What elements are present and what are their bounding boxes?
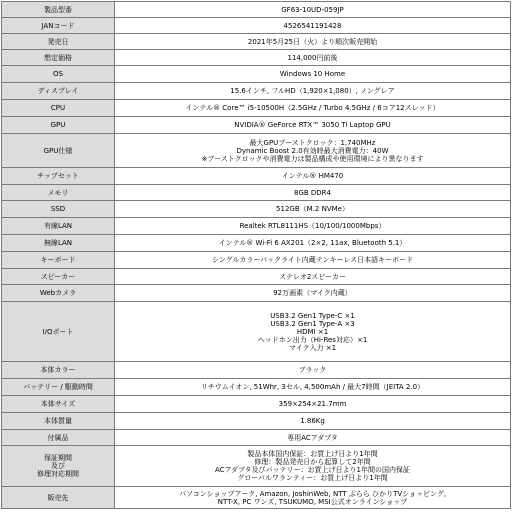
- spec-label: GPU仕様: [43, 146, 73, 155]
- spec-row: [2, 446, 511, 487]
- spec-row: [2, 117, 511, 134]
- spec-value-line: HDMI ×1: [296, 327, 329, 336]
- spec-value-cell: [115, 34, 511, 50]
- spec-value-cell: [115, 302, 511, 362]
- spec-label-cell: [2, 379, 115, 396]
- spec-row: [2, 396, 511, 413]
- spec-value-cell: [115, 269, 511, 285]
- spec-label: 本体サイズ: [40, 400, 76, 408]
- spec-label-cell: [2, 252, 115, 269]
- spec-value-line: 8GB DDR4: [293, 188, 331, 197]
- spec-value-cell: [115, 134, 511, 168]
- spec-row: [2, 83, 511, 100]
- spec-label: 本体質量: [44, 417, 72, 425]
- spec-value-line: Dynamic Boost 2.0有効時最大消費電力：40W: [236, 146, 389, 155]
- spec-row: [2, 18, 511, 34]
- spec-label: SSD: [50, 205, 66, 213]
- spec-row: [2, 100, 511, 117]
- spec-value-cell: [115, 185, 511, 201]
- spec-label-cell: [2, 34, 115, 50]
- spec-value-line: 15.6インチ, フルHD（1,920×1,080）, ノングレア: [230, 87, 395, 95]
- spec-value-line: 512GB（M.2 NVMe）: [276, 205, 349, 213]
- spec-label-cell: [2, 362, 115, 379]
- spec-value-line: USB3.2 Gen1 Type-A ×3: [270, 319, 355, 328]
- spec-value-cell: [115, 18, 511, 34]
- spec-row: [2, 134, 511, 168]
- spec-value-line: パソコンショップアーク, Amazon, JoshinWeb, NTT ぷらら ひかりTVショッピング,: [178, 489, 447, 498]
- spec-row: [2, 430, 511, 446]
- spec-label: チップセット: [37, 172, 79, 180]
- spec-label-cell: [2, 285, 115, 302]
- spec-label-cell: [2, 218, 115, 235]
- spec-row: [2, 2, 511, 18]
- spec-label-cell: [2, 18, 115, 34]
- spec-label-cell: [2, 487, 115, 509]
- spec-label-cell: [2, 117, 115, 134]
- spec-label-cell: [2, 302, 115, 362]
- spec-value-line: インテル® Core™ i5-10500H（2.5GHz / Turbo 4.5GHz / 6コア12スレッド）: [185, 104, 440, 112]
- spec-value-cell: [115, 201, 511, 218]
- spec-value-cell: [115, 379, 511, 396]
- spec-value-line: USB3.2 Gen1 Type-C ×1: [270, 311, 355, 320]
- spec-row: [2, 285, 511, 302]
- spec-label: 製品型番: [44, 5, 72, 14]
- spec-value-line: 114,000円前後: [287, 53, 338, 62]
- spec-value-line: グローバルワランティー：お買上げ日より1年間: [237, 474, 388, 482]
- spec-label: JANコード: [41, 21, 75, 30]
- spec-value-cell: [115, 487, 511, 509]
- spec-value-line: 359×254×21.7mm: [278, 400, 347, 408]
- spec-value-line: マイク入力 ×1: [288, 343, 337, 352]
- spec-value-cell: [115, 50, 511, 66]
- spec-row: [2, 34, 511, 50]
- spec-value-line: NVIDIA® GeForce RTX™ 3050 Ti Laptop GPU: [234, 121, 391, 129]
- spec-label: I/Oポート: [42, 327, 74, 336]
- spec-value-cell: [115, 235, 511, 252]
- spec-row: [2, 50, 511, 66]
- spec-label: 販売先: [47, 493, 69, 502]
- spec-label-cell: [2, 235, 115, 252]
- spec-row: [2, 302, 511, 362]
- spec-value-line: 1.86Kg: [300, 417, 325, 425]
- spec-label-cell: [2, 396, 115, 413]
- spec-label-cell: [2, 134, 115, 168]
- spec-row: [2, 185, 511, 201]
- spec-label-cell: [2, 446, 115, 487]
- spec-row: [2, 235, 511, 252]
- spec-value-line: リチウムイオン, 51Whr, 3セル, 4,500mAh / 最大7時間（JEITA 2.0）: [200, 383, 425, 391]
- spec-value-cell: [115, 430, 511, 446]
- spec-row: [2, 218, 511, 235]
- spec-label-cell: [2, 100, 115, 117]
- spec-label-cell: [2, 50, 115, 66]
- spec-label: 及び: [51, 462, 65, 470]
- spec-value-line: ※ブーストクロックや消費電力は製品構成や使用環境により異なります: [201, 154, 424, 163]
- spec-value-cell: [115, 100, 511, 117]
- spec-label: 想定価格: [44, 53, 72, 62]
- spec-value-line: インテル® HM470: [281, 172, 344, 180]
- spec-value-line: 4526541191428: [283, 21, 342, 30]
- spec-table-body: [2, 2, 511, 509]
- spec-label: 有線LAN: [43, 222, 73, 230]
- spec-label-cell: [2, 66, 115, 83]
- spec-label: 付属品: [47, 433, 69, 442]
- spec-value-line: Windows 10 Home: [279, 70, 346, 78]
- spec-label: GPU: [50, 121, 66, 129]
- spec-value-cell: [115, 117, 511, 134]
- spec-label: 無線LAN: [43, 239, 73, 247]
- spec-label-cell: [2, 201, 115, 218]
- spec-value-line: Realtek RTL8111HS（10/100/1000Mbps）: [239, 222, 386, 230]
- spec-label-cell: [2, 269, 115, 285]
- spec-table: [1, 1, 511, 509]
- spec-value-cell: [115, 168, 511, 185]
- spec-row: [2, 269, 511, 285]
- spec-label: メモリ: [47, 188, 69, 197]
- spec-label-cell: [2, 2, 115, 18]
- spec-value-cell: [115, 396, 511, 413]
- spec-value-line: GF63-10UD-059JP: [281, 5, 344, 14]
- spec-value-cell: [115, 83, 511, 100]
- spec-value-line: インテル® Wi-Fi 6 AX201（2×2, 11ax, Bluetooth 5.1）: [218, 239, 407, 247]
- spec-label: スピーカー: [40, 272, 76, 281]
- spec-value-cell: [115, 446, 511, 487]
- spec-value-cell: [115, 252, 511, 269]
- spec-label: Webカメラ: [39, 289, 77, 297]
- spec-value-line: ヘッドホン出力（Hi-Res対応）×1: [257, 335, 368, 344]
- spec-value-line: 専用ACアダプタ: [287, 433, 338, 442]
- spec-label: バッテリー / 駆動時間: [23, 383, 93, 391]
- spec-label-cell: [2, 430, 115, 446]
- spec-label: 発売日: [47, 37, 69, 46]
- spec-value-cell: [115, 285, 511, 302]
- spec-label: 修理対応期間: [37, 470, 79, 478]
- spec-row: [2, 66, 511, 83]
- spec-row: [2, 413, 511, 430]
- spec-value-line: 修理：製品発売日から起算して2年間: [254, 458, 371, 466]
- spec-row: [2, 379, 511, 396]
- spec-value-line: ステレオ2スピーカー: [279, 272, 346, 281]
- spec-row: [2, 168, 511, 185]
- spec-value-cell: [115, 218, 511, 235]
- spec-value-line: NTT-X, PC ワンズ, TSUKUMO, MSI公式オンラインショップ: [217, 497, 408, 506]
- spec-value-line: シングルカラーバックライト内蔵テンキーレス日本語キーボード: [211, 256, 414, 264]
- spec-label-cell: [2, 168, 115, 185]
- spec-label: 保証期間: [44, 454, 72, 462]
- spec-value-line: 92万画素（マイク内蔵）: [273, 289, 352, 297]
- spec-label-cell: [2, 413, 115, 430]
- spec-row: [2, 201, 511, 218]
- spec-row: [2, 487, 511, 509]
- spec-label-cell: [2, 185, 115, 201]
- spec-row: [2, 252, 511, 269]
- spec-label: CPU: [50, 104, 66, 112]
- spec-value-line: 製品本体国内保証：お買上げ日より1年間: [247, 450, 378, 458]
- spec-value-line: 2021年5月25日（火）より順次販売開始: [247, 37, 378, 46]
- spec-value-line: ACアダプタ及びバッテリー：お買上げ日より1年間の国内保証: [214, 466, 411, 474]
- spec-label-cell: [2, 83, 115, 100]
- spec-value-line: 最大GPUブーストクロック：1,740MHz: [249, 138, 376, 147]
- spec-value-cell: [115, 66, 511, 83]
- spec-value-cell: [115, 362, 511, 379]
- spec-label: OS: [53, 70, 63, 78]
- spec-value-cell: [115, 2, 511, 18]
- spec-value-line: ブラック: [298, 366, 327, 374]
- spec-label: ディスプレイ: [37, 87, 79, 95]
- spec-row: [2, 362, 511, 379]
- spec-label: 本体カラー: [40, 366, 76, 374]
- spec-label: キーボード: [40, 256, 76, 264]
- spec-value-cell: [115, 413, 511, 430]
